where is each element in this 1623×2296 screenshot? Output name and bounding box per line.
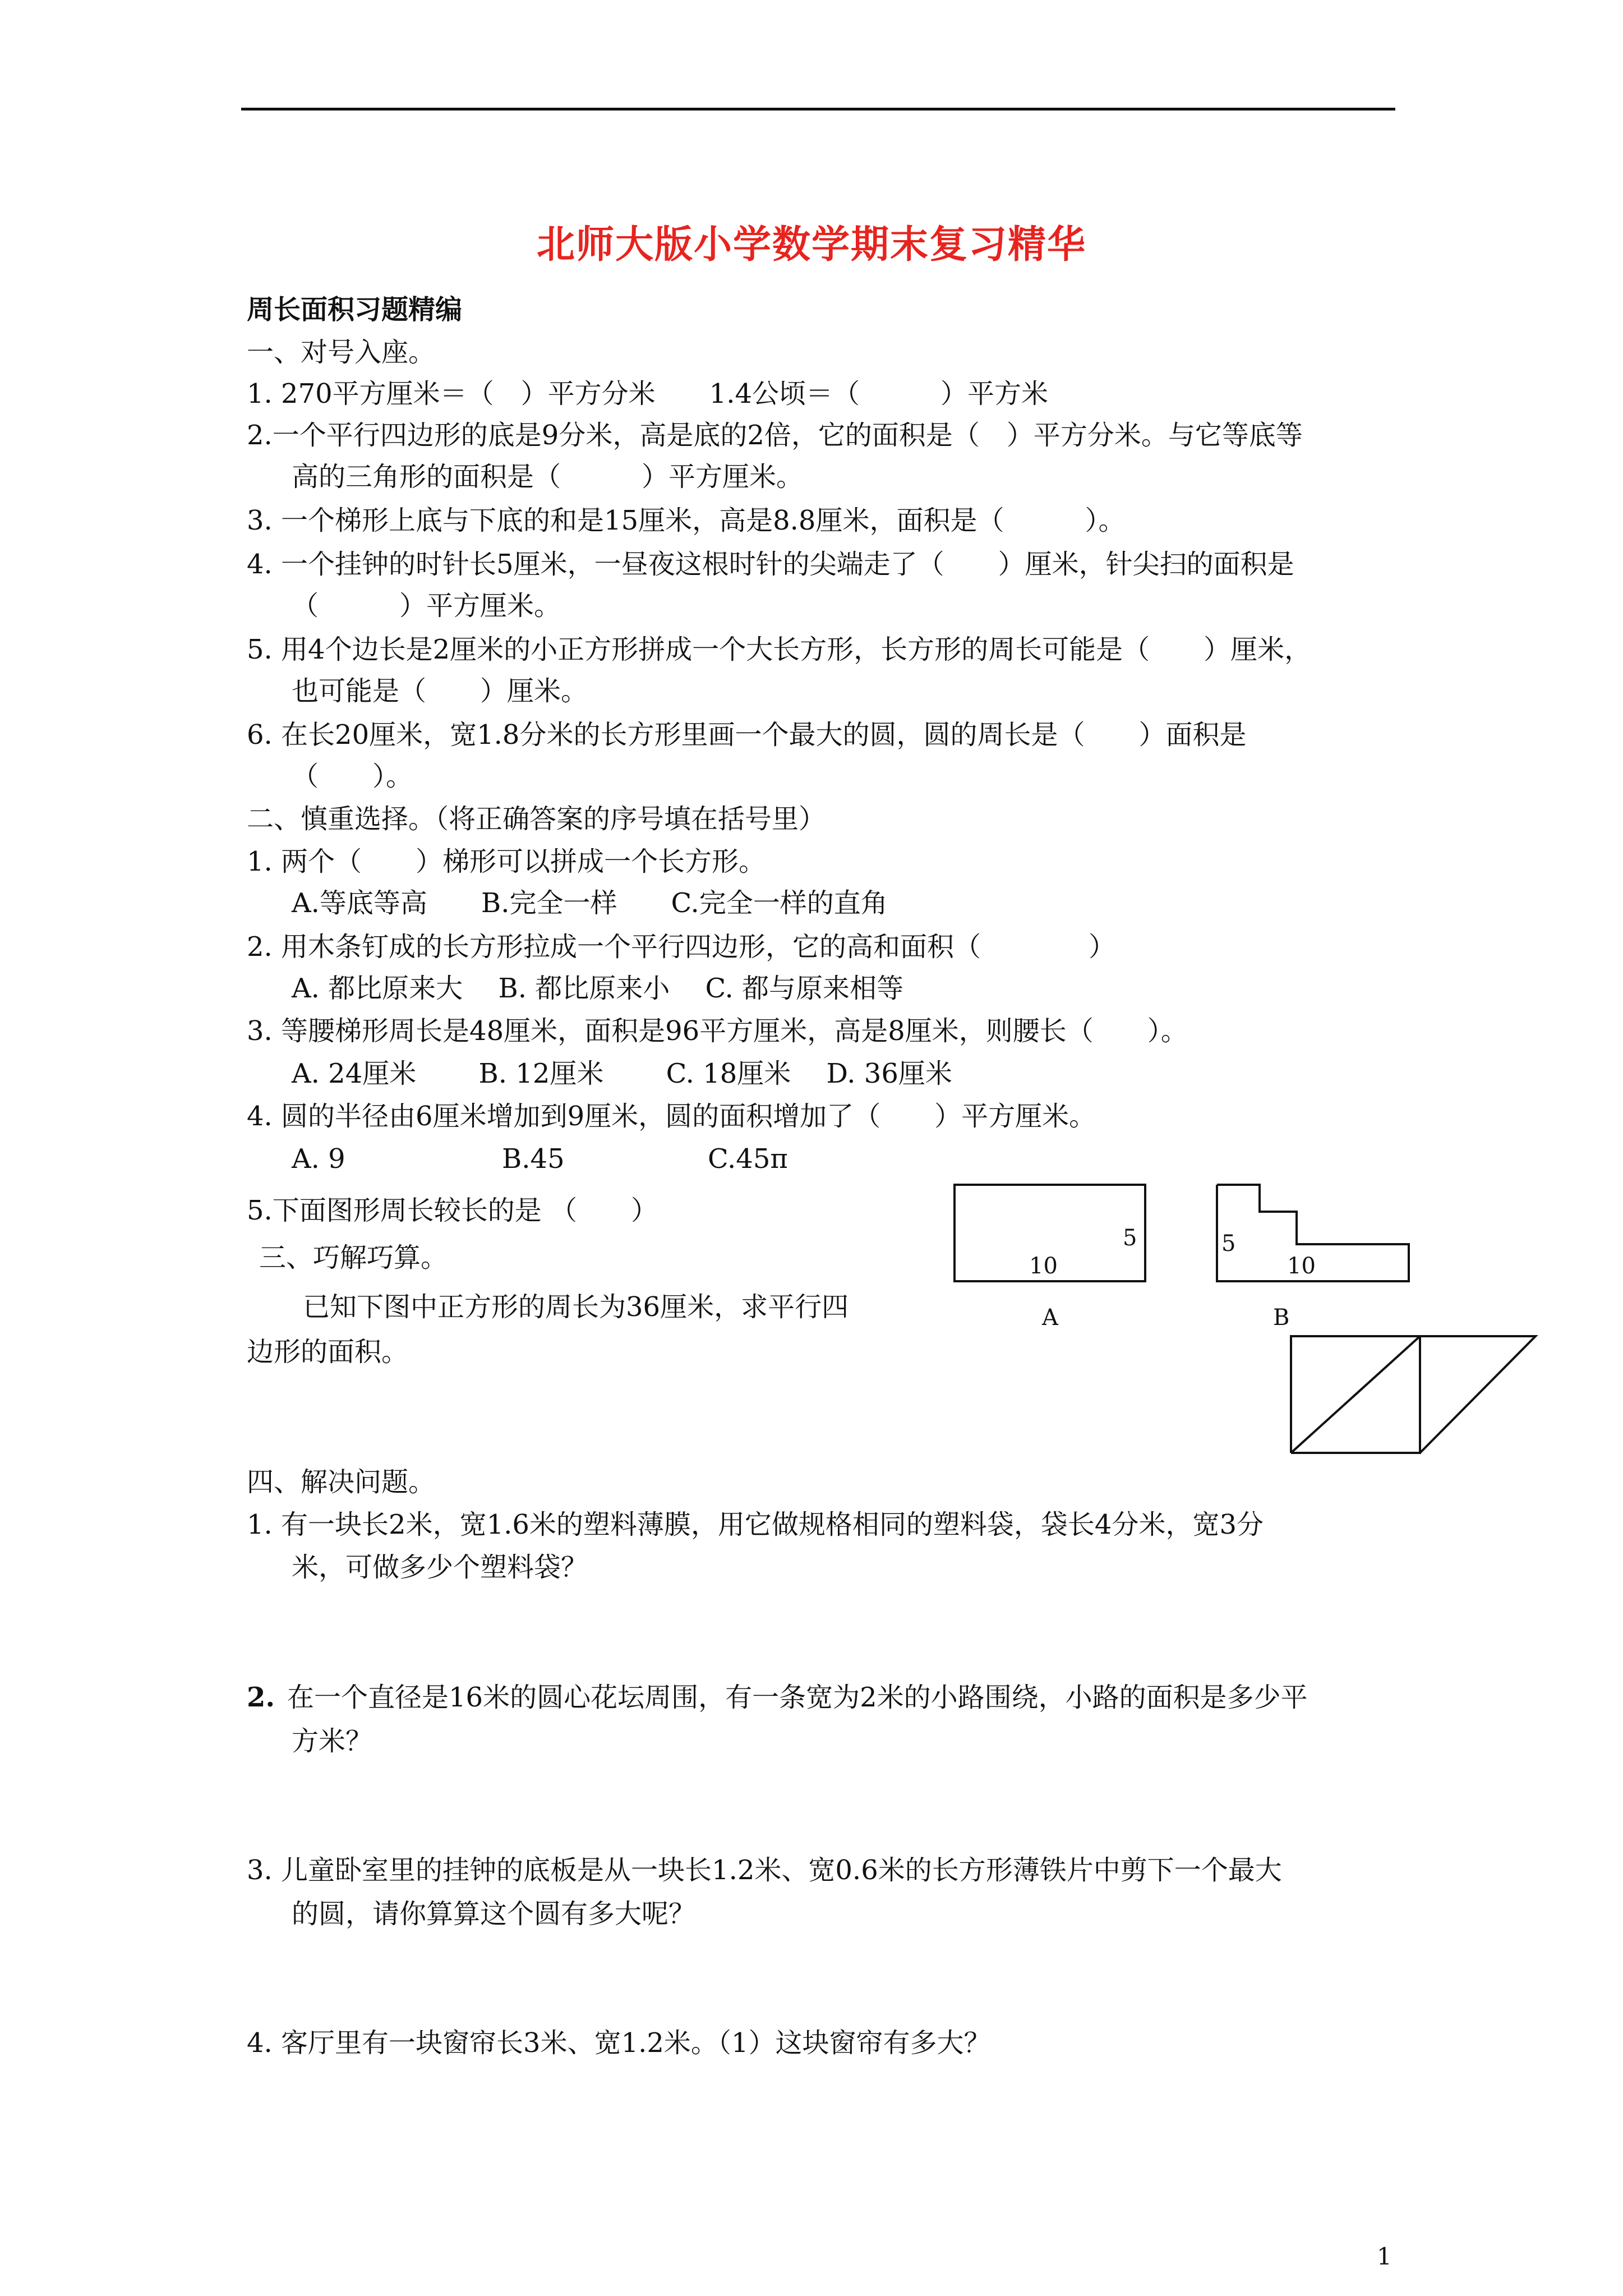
part2-line: A. 都比原来大 B. 都比原来小 C. 都与原来相等: [292, 973, 904, 1004]
figure-b-width: 10: [1287, 1253, 1316, 1279]
part2-line: 2. 用木条钉成的长方形拉成一个平行四边形，它的高和面积（ ）: [247, 931, 1116, 963]
figure-a-width: 10: [1029, 1253, 1058, 1279]
part1-heading: 一、对号入座。: [247, 337, 436, 368]
header-rule: [241, 108, 1395, 111]
part2-line: 5.下面图形周长较长的是 （ ）: [247, 1195, 658, 1226]
part1-line: 3. 一个梯形上底与下底的和是15厘米，高是8.8厘米，面积是（ ）。: [247, 505, 1126, 536]
figure-a: [948, 1178, 1161, 1335]
part4-line: 1. 有一块长2米，宽1.6米的塑料薄膜，用它做规格相同的塑料袋，袋长4分米，宽3分: [247, 1509, 1264, 1540]
part2-line: 4. 圆的半径由6厘米增加到9厘米，圆的面积增加了（ ）平方厘米。: [247, 1101, 1096, 1132]
part1-line: 4. 一个挂钟的时针长5厘米，一昼夜这根时针的尖端走了（ ）厘米，针尖扫的面积是: [247, 549, 1294, 580]
part1-line: 2.一个平行四边形的底是9分米，高是底的2倍，它的面积是（ ）平方分米。与它等底等: [247, 420, 1303, 451]
option-c: C.45π: [708, 1143, 788, 1175]
figure-b: [1211, 1178, 1424, 1335]
part4-line: 方米？: [292, 1726, 373, 1757]
part2-line: A.等底等高 B.完全一样 C.完全一样的直角: [292, 887, 888, 919]
part4-line: 米，可做多少个塑料袋？: [292, 1552, 588, 1583]
part1-line: （ ）。: [292, 761, 413, 792]
figure-a-height: 5: [1123, 1225, 1137, 1251]
part4-heading: 四、解决问题。: [247, 1466, 436, 1498]
part1-line: 高的三角形的面积是（ ）平方厘米。: [292, 461, 804, 493]
option-a: A. 9: [292, 1143, 345, 1175]
page-number: 1: [1377, 2243, 1392, 2270]
section-heading: 周长面积习题精编: [247, 294, 463, 325]
page-title: 北师大版小学数学期末复习精华: [536, 222, 1086, 267]
part4-line: 4. 客厅里有一块窗帘长3米、宽1.2米。（1）这块窗帘有多大？: [247, 2027, 991, 2059]
part2-heading: 二、慎重选择。（将正确答案的序号填在括号里）: [247, 803, 826, 835]
figure-a-label: A: [1042, 1305, 1058, 1331]
part3-line: 边形的面积。: [247, 1336, 409, 1368]
part1-line: 1. 270平方厘米＝（ ）平方分米 1.4公顷＝（ ）平方米: [247, 378, 1049, 409]
part4-line: 3. 儿童卧室里的挂钟的底板是从一块长1.2米、宽0.6米的长方形薄铁片中剪下一个最大: [247, 1855, 1282, 1886]
part3-heading: 三、巧解巧算。: [259, 1242, 448, 1273]
problem-number: 2.: [247, 1682, 275, 1713]
part2-line: 1. 两个（ ）梯形可以拼成一个长方形。: [247, 846, 766, 877]
part1-line: 5. 用4个边长是2厘米的小正方形拼成一个大长方形，长方形的周长可能是（ ）厘米，: [247, 634, 1312, 665]
figure-b-label: B: [1273, 1305, 1290, 1331]
part1-line: 也可能是（ ）厘米。: [292, 675, 588, 707]
part2-line: 3. 等腰梯形周长是48厘米，面积是96平方厘米，高是8厘米，则腰长（ ）。: [247, 1015, 1188, 1047]
part1-line: 6. 在长20厘米，宽1.8分米的长方形里画一个最大的圆，圆的周长是（ ）面积是: [247, 719, 1247, 751]
figure-b-height: 5: [1221, 1231, 1236, 1257]
square-parallelogram-figure: [1284, 1329, 1542, 1464]
part4-line: 在一个直径是16米的圆心花坛周围，有一条宽为2米的小路围绕，小路的面积是多少平: [287, 1682, 1308, 1713]
part4-line: 的圆，请你算算这个圆有多大呢？: [292, 1898, 696, 1930]
part1-line: （ ）平方厘米。: [292, 590, 561, 622]
option-b: B.45: [502, 1143, 565, 1175]
part2-line: A. 24厘米 B. 12厘米 C. 18厘米 D. 36厘米: [292, 1058, 952, 1089]
part3-line: 已知下图中正方形的周长为36厘米，求平行四: [303, 1291, 849, 1323]
